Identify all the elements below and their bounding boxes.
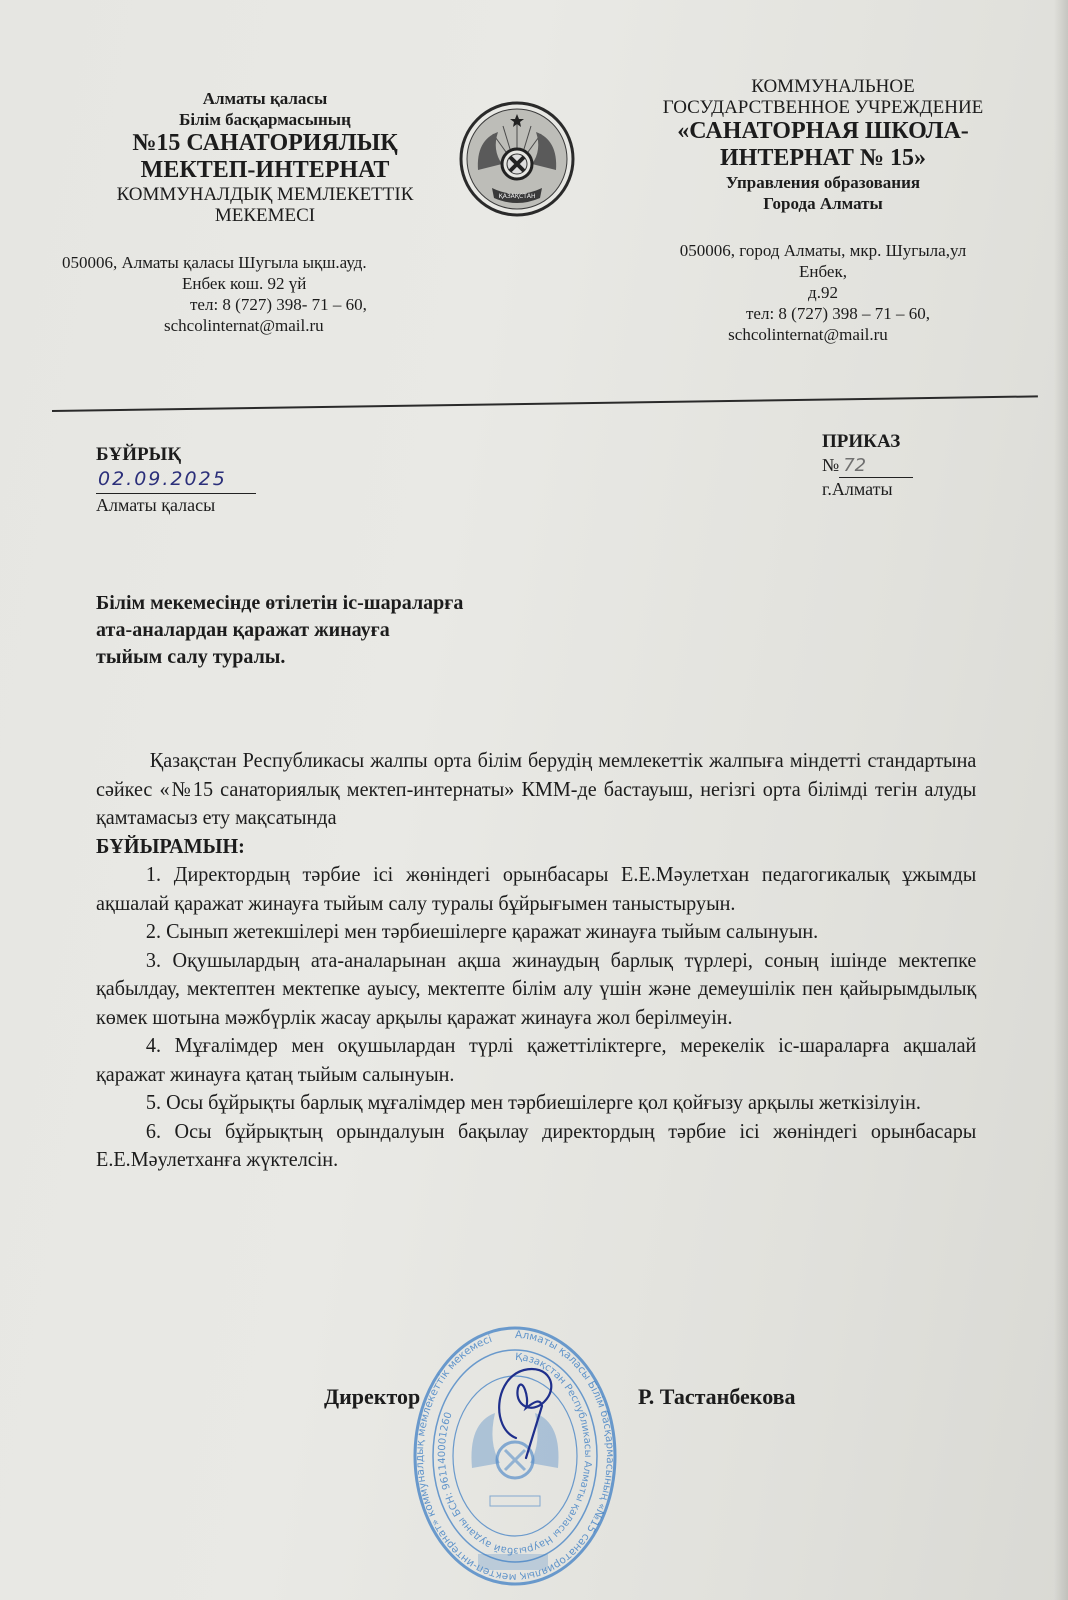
page-edge-shadow xyxy=(1054,0,1068,1600)
order-city-kazakh: Алматы қаласы xyxy=(96,495,216,515)
order-title-russian: ПРИКАЗ xyxy=(822,431,901,452)
header-right-subtitle: Города Алматы xyxy=(763,194,883,213)
order-body xyxy=(96,746,976,1174)
preamble-paragraph: Қазақстан Республикасы жалпы орта білім берудің мемлекеттік жалпыға міндетті стандартына сәйкес «№15 санаториялық мектеп-интернаты» КММ-де бастауыш, негізгі орта білімді тегін алуды қамтамасыз ету мақсатында xyxy=(96,748,977,829)
header-left-subtitle: КОММУНАЛДЫҚ МЕМЛЕКЕТТІК xyxy=(116,184,414,205)
header-right-email: schcolinternat@mail.ru xyxy=(728,325,888,344)
header-right-title: «САНАТОРНАЯ ШКОЛА- xyxy=(677,118,969,144)
order-item-5: 5. Осы бұйрықты барлық мұғалімдер мен тәрбиешілерге қол қойғызу арқылы жеткізілуін. xyxy=(145,1090,921,1114)
order-title-kazakh: БҰЙРЫҚ xyxy=(96,444,182,465)
header-left-email: schcolinternat@mail.ru xyxy=(164,316,324,335)
svg-text:ҚАЗАҚСТАН: ҚАЗАҚСТАН xyxy=(498,193,536,200)
header-left-phone: тел: 8 (727) 398- 71 – 60, xyxy=(190,295,367,314)
header-right-address: 050006, город Алматы, мкр. Шугыла,ул xyxy=(679,241,967,260)
header-right-address: Енбек, xyxy=(799,262,847,281)
header-right-phone: тел: 8 (727) 398 – 71 – 60, xyxy=(745,304,930,323)
number-sign: № xyxy=(822,455,840,475)
header-left-title: МЕКТЕП-ИНТЕРНАТ xyxy=(140,157,390,183)
header-right-title: ИНТЕРНАТ № 15» xyxy=(719,145,927,171)
signatory-name: Р. Тастанбекова xyxy=(638,1384,796,1409)
order-date-handwritten: 02.09.2025 xyxy=(98,468,227,490)
svg-text:Алматы қаласы Білім басқармасы: Алматы қаласы Білім басқармасының «№15 санаториялық мектеп-интернат» коммуналдық мемлекеттік мекемесі xyxy=(413,1328,616,1584)
subject-line: тыйым салу туралы. xyxy=(96,646,286,668)
state-emblem-icon xyxy=(458,100,576,218)
order-block-kazakh xyxy=(96,443,256,516)
header-left xyxy=(60,88,470,336)
order-city-russian: г.Алматы xyxy=(822,479,893,499)
order-number-handwritten: 72 xyxy=(839,455,913,478)
subject-line: ата-аналардан қаражат жинауға xyxy=(96,619,390,641)
header-divider xyxy=(52,395,1038,412)
order-directive: БҰЙЫРАМЫН: xyxy=(96,833,245,858)
subject-line: Білім мекемесінде өтілетін іс-шараларға xyxy=(96,592,464,614)
order-item-6: 6. Осы бұйрықтың орындалуын бақылау директордың тәрбие ісі жөніндегі орынбасары Е.Е.Мәулетханға жүктелсін. xyxy=(96,1118,977,1171)
order-item-3: 3. Оқушылардың ата-аналарынан ақша жинаудың барлық түрлері, соның ішінде мектепке қабылдау, мектептен мектепке ауысу, мектепте білім алу үшін және демеушілік пен қайырымдылық көмек шотына мәжбүрлік жасау арқылы қаражат жинауға жол берілмеуін. xyxy=(96,947,977,1029)
header-left-subtitle: МЕКЕМЕСІ xyxy=(214,205,316,226)
header-right xyxy=(618,76,1028,345)
order-date-field xyxy=(96,467,256,494)
header-right-line: КОММУНАЛЬНОЕ xyxy=(751,76,915,97)
header-right-subtitle: Управления образования xyxy=(725,173,921,192)
header-left-title: №15 САНАТОРИЯЛЫҚ xyxy=(132,130,398,156)
signature-scribble-icon xyxy=(486,1358,566,1473)
header-left-address: Енбек кош. 92 үй xyxy=(182,274,307,293)
svg-text:Қазақстан Республикасы Алматы: Қазақстан Республикасы Алматы қаласы Наурызбай ауданы БСН: 961140001260 xyxy=(436,1351,593,1557)
header-left-line: Алматы қаласы xyxy=(202,89,328,108)
order-item-4: 4. Мұғалімдер мен оқушылардан түрлі қажеттіліктерге, мерекелік іс-шараларға ақшалай қаражат жинауға қатаң тыйым салынуын. xyxy=(96,1033,977,1086)
header-left-line: Білім басқармасының xyxy=(179,110,351,129)
header-left-address: 050006, Алматы қаласы Шугыла ықш.ауд. xyxy=(62,253,367,272)
header-right-line: ГОСУДАРСТВЕННОЕ УЧРЕЖДЕНИЕ xyxy=(662,97,984,118)
order-block-russian xyxy=(822,430,913,500)
header-right-address: д.92 xyxy=(808,283,838,302)
order-item-2: 2. Сынып жетекшілері мен тәрбиешілерге қаражат жинауға тыйым салынуын. xyxy=(145,919,819,943)
order-subject xyxy=(96,590,616,671)
signatory-position: Директор xyxy=(324,1384,421,1409)
order-item-1: 1. Директордың тәрбие ісі жөніндегі орынбасары Е.Е.Мәулетхан педагогикалық ұжымды ақшалай қаражат жинауға тыйым салу туралы бұйрығымен таныстыруын. xyxy=(96,862,977,915)
order-number-field xyxy=(822,454,913,478)
